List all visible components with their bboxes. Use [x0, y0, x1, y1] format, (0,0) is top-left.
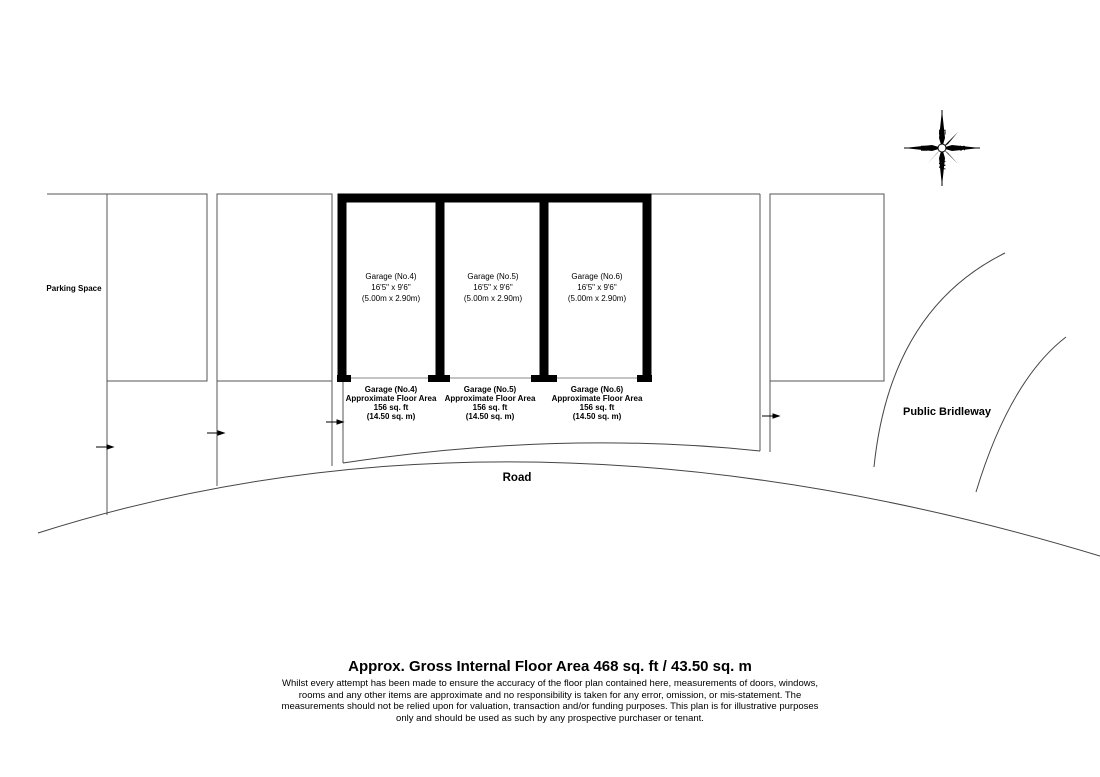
- parking-bay-2: [217, 194, 332, 381]
- area-sqft: 156 sq. ft: [373, 403, 409, 412]
- road-edge-bottom: [38, 462, 1100, 556]
- area-garage-name: Garage (No.4): [364, 385, 418, 394]
- footer: [0, 658, 1100, 724]
- garage-name: Garage (No.5): [467, 272, 519, 281]
- garage-6: [552, 272, 643, 421]
- garage-name: Garage (No.6): [571, 272, 623, 281]
- compass-label-e: E: [937, 129, 947, 136]
- garage-5: [445, 272, 536, 421]
- area-sqm: (14.50 sq. m): [366, 412, 416, 421]
- garage-4: [346, 272, 437, 421]
- area-title: Approximate Floor Area: [444, 394, 536, 403]
- area-title: Approximate Floor Area: [551, 394, 643, 403]
- compass-label-s: S: [957, 145, 967, 152]
- garage-dimensions-imperial: 16'5" x 9'6": [473, 283, 513, 292]
- area-sqft: 156 sq. ft: [579, 403, 615, 412]
- bridleway-label: Public Bridleway: [902, 406, 992, 418]
- entry-arrows: [96, 414, 779, 449]
- bridleway-edge-1: [874, 253, 1005, 467]
- garage-dimensions-metric: (5.00m x 2.90m): [567, 294, 627, 303]
- compass-label-w: W: [937, 161, 947, 170]
- gross-floor-area-title: Approx. Gross Internal Floor Area 468 sq. ft / 43.50 sq. m: [348, 658, 752, 675]
- parking-bay-1: [107, 194, 207, 381]
- garage-name: Garage (No.4): [365, 272, 417, 281]
- road-label: Road: [502, 472, 532, 484]
- disclaimer-text: Whilst every attempt has been made to ensure the accuracy of the floor plan contained here, measurements of doors, windows, rooms and any other items are approximate and no responsibility is taken for any error, omission, or mis-statement. The measurements should not be relied upon for valuation, transaction and/or funding purposes. This plan is for illustrative purposes only and should be used as such by any prospective purchaser or tenant.: [281, 678, 819, 724]
- compass-label-n: N: [919, 145, 929, 152]
- area-sqm: (14.50 sq. m): [572, 412, 622, 421]
- garage-dimensions-imperial: 16'5" x 9'6": [577, 283, 617, 292]
- area-sqft: 156 sq. ft: [472, 403, 508, 412]
- area-garage-name: Garage (No.5): [463, 385, 517, 394]
- garage-dimensions-imperial: 16'5" x 9'6": [371, 283, 411, 292]
- area-sqm: (14.50 sq. m): [465, 412, 515, 421]
- parking-bays: [47, 194, 884, 515]
- road-edge-top: [343, 443, 760, 463]
- area-title: Approximate Floor Area: [345, 394, 437, 403]
- parking-space-label: Parking Space: [46, 284, 102, 293]
- compass-icon: [904, 110, 980, 186]
- garage-dimensions-metric: (5.00m x 2.90m): [463, 294, 523, 303]
- area-garage-name: Garage (No.6): [570, 385, 624, 394]
- parking-bay-3: [770, 194, 884, 381]
- garage-dimensions-metric: (5.00m x 2.90m): [361, 294, 421, 303]
